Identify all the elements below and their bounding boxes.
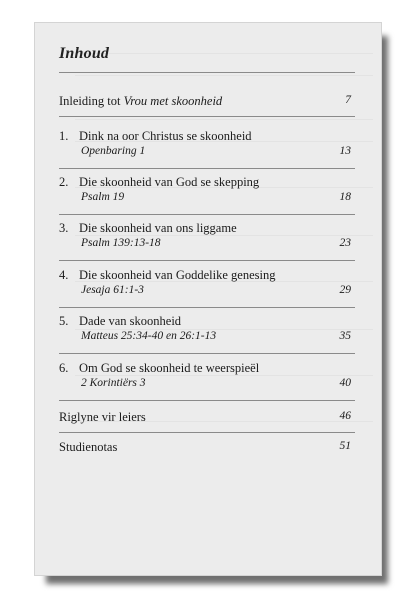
section-title: Studienotas	[59, 440, 118, 454]
chapter-title	[59, 175, 259, 190]
toc-entry-chapter-6	[59, 361, 355, 393]
intro-book-title: Vrou met skoonheid	[123, 94, 223, 108]
entry-divider	[59, 432, 355, 433]
scripture-reference: Matteus 25:34-40 en 26:1-13	[81, 330, 217, 342]
chapter-title-text: Dink na oor Christus se skoonheid	[79, 129, 252, 143]
title-divider	[59, 72, 355, 73]
scripture-reference: Psalm 139:13-18	[81, 237, 161, 249]
chapter-number: 1.	[59, 129, 69, 143]
show-through-line	[75, 119, 373, 120]
entry-divider	[59, 307, 355, 308]
toc-entry-chapter-3	[59, 221, 355, 253]
chapter-title-text: Die skoonheid van God se skepping	[79, 175, 260, 189]
toc-entry-chapter-4	[59, 268, 355, 300]
entry-divider	[59, 260, 355, 261]
page-number: 51	[339, 440, 351, 452]
chapter-number: 5.	[59, 314, 69, 328]
entry-divider	[59, 353, 355, 354]
page-number: 35	[339, 330, 351, 342]
page-title: Inhoud	[59, 45, 110, 62]
chapter-number: 4.	[59, 268, 69, 282]
page-number: 13	[339, 145, 351, 157]
entry-divider	[59, 116, 355, 117]
page-number: 23	[339, 237, 351, 249]
scripture-reference: Psalm 19	[81, 191, 125, 203]
intro-prefix: Inleiding tot	[59, 94, 124, 108]
toc-entry-leader-guidelines	[59, 410, 355, 426]
chapter-title	[59, 221, 237, 236]
chapter-number: 2.	[59, 175, 69, 189]
intro-label	[59, 94, 222, 109]
chapter-title	[59, 268, 275, 283]
show-through-line	[75, 75, 373, 76]
chapter-title	[59, 314, 181, 329]
chapter-title-text: Die skoonheid van ons liggame	[79, 221, 237, 235]
toc-entry-chapter-5	[59, 314, 355, 346]
scripture-reference: Openbaring 1	[81, 145, 146, 157]
entry-divider	[59, 400, 355, 401]
book-page	[34, 22, 382, 576]
page-number: 29	[339, 284, 351, 296]
scripture-reference: Jesaja 61:1-3	[81, 284, 144, 296]
scripture-reference: 2 Korintiërs 3	[81, 377, 146, 389]
chapter-title	[59, 129, 252, 144]
chapter-title-text: Die skoonheid van Goddelike genesing	[79, 268, 276, 282]
chapter-number: 6.	[59, 361, 69, 375]
toc-entry-intro	[59, 94, 355, 110]
toc-entry-chapter-1	[59, 129, 355, 161]
page-number: 7	[345, 94, 351, 106]
page-number: 46	[339, 410, 351, 422]
entry-divider	[59, 214, 355, 215]
chapter-number: 3.	[59, 221, 69, 235]
toc-entry-study-notes	[59, 440, 355, 456]
chapter-title-text: Dade van skoonheid	[79, 314, 182, 328]
page-number: 18	[339, 191, 351, 203]
toc-entry-chapter-2	[59, 175, 355, 207]
page-number: 40	[339, 377, 351, 389]
show-through-line	[75, 53, 373, 54]
chapter-title-text: Om God se skoonheid te weerspieël	[79, 361, 260, 375]
entry-divider	[59, 168, 355, 169]
section-title: Riglyne vir leiers	[59, 410, 146, 424]
chapter-title	[59, 361, 259, 376]
